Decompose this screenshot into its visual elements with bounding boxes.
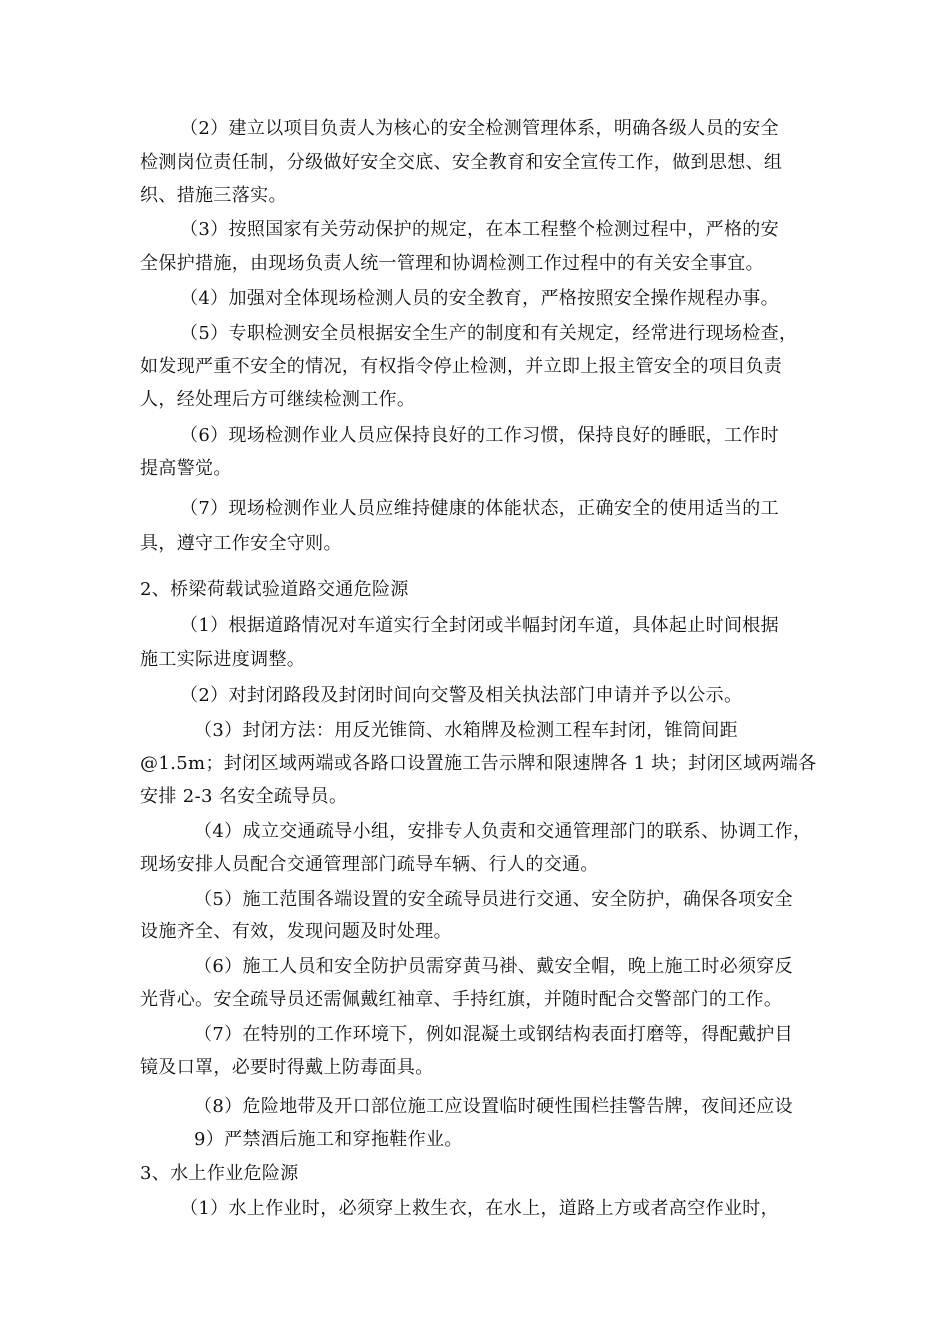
text-line: 安排 2-3 名安全疏导员。 (140, 786, 348, 807)
text-line: 提高警觉。 (140, 458, 232, 479)
text-line: 具，遵守工作安全守则。 (140, 533, 342, 554)
text-line: （7）在特别的工作环境下，例如混凝土或钢结构表面打磨等，得配戴护目 (194, 1024, 793, 1045)
text-line: （2）建立以项目负责人为核心的安全检测管理体系，明确各级人员的安全 (180, 118, 779, 139)
text-line: （1）根据道路情况对车道实行全封闭或半幅封闭车道，具体起止时间根据 (180, 615, 779, 636)
text-line: （6）施工人员和安全防护员需穿黄马褂、戴安全帽，晚上施工时必须穿反 (194, 956, 793, 977)
text-line: （3）封闭方法：用反光锥筒、水箱牌及检测工程车封闭，锥筒间距 (194, 720, 738, 741)
text-line: （2）对封闭路段及封闭时间向交警及相关执法部门申请并予以公示。 (180, 685, 743, 706)
text-line: （5）专职检测安全员根据安全生产的制度和有关规定，经常进行现场检查， (180, 323, 798, 344)
text-line: （5）施工范围各端设置的安全疏导员进行交通、安全防护，确保各项安全 (194, 889, 793, 910)
text-line: （3）按照国家有关劳动保护的规定，在本工程整个检测过程中，严格的安 (180, 219, 779, 240)
text-line: 织、措施三落实。 (140, 185, 287, 206)
text-line: 光背心。安全疏导员还需佩戴红袖章、手持红旗，并随时配合交警部门的工作。 (140, 989, 783, 1010)
text-line: （4）成立交通疏导小组，安排专人负责和交通管理部门的联系、协调工作， (194, 821, 812, 842)
text-line: 全保护措施，由现场负责人统一管理和协调检测工作过程中的有关安全事宜。 (140, 253, 764, 274)
text-line: （7）现场检测作业人员应维持健康的体能状态，正确安全的使用适当的工 (180, 498, 779, 519)
text-line: @1.5m；封闭区域两端或各路口设置施工告示牌和限速牌各 1 块；封闭区域两端各 (140, 753, 817, 774)
text-line: （4）加强对全体现场检测人员的安全教育，严格按照安全操作规程办事。 (180, 288, 779, 309)
text-line: 人，经处理后方可继续检测工作。 (140, 389, 416, 410)
text-line: 如发现严重不安全的情况，有权指令停止检测，并立即上报主管安全的项目负责 (140, 356, 783, 377)
text-line: （8）危险地带及开口部位施工应设置临时硬性围栏挂警告牌，夜间还应设 (194, 1096, 793, 1117)
section-heading: 3、水上作业危险源 (140, 1163, 299, 1184)
text-line: 施工实际进度调整。 (140, 649, 306, 670)
text-line: 检测岗位责任制，分级做好安全交底、安全教育和安全宣传工作，做到思想、组 (140, 152, 783, 173)
text-line: 镜及口罩，必要时得戴上防毒面具。 (140, 1057, 434, 1078)
text-line: 设施齐全、有效，发现问题及时处理。 (140, 921, 452, 942)
text-line: （1）水上作业时，必须穿上救生衣，在水上，道路上方或者高空作业时， (180, 1198, 779, 1219)
text-line: 现场安排人员配合交通管理部门疏导车辆、行人的交通。 (140, 854, 599, 875)
text-line: （6）现场检测作业人员应保持良好的工作习惯，保持良好的睡眠，工作时 (180, 425, 779, 446)
section-heading: 2、桥梁荷载试验道路交通危险源 (140, 579, 409, 600)
text-line: 9）严禁酒后施工和穿拖鞋作业。 (194, 1129, 463, 1150)
